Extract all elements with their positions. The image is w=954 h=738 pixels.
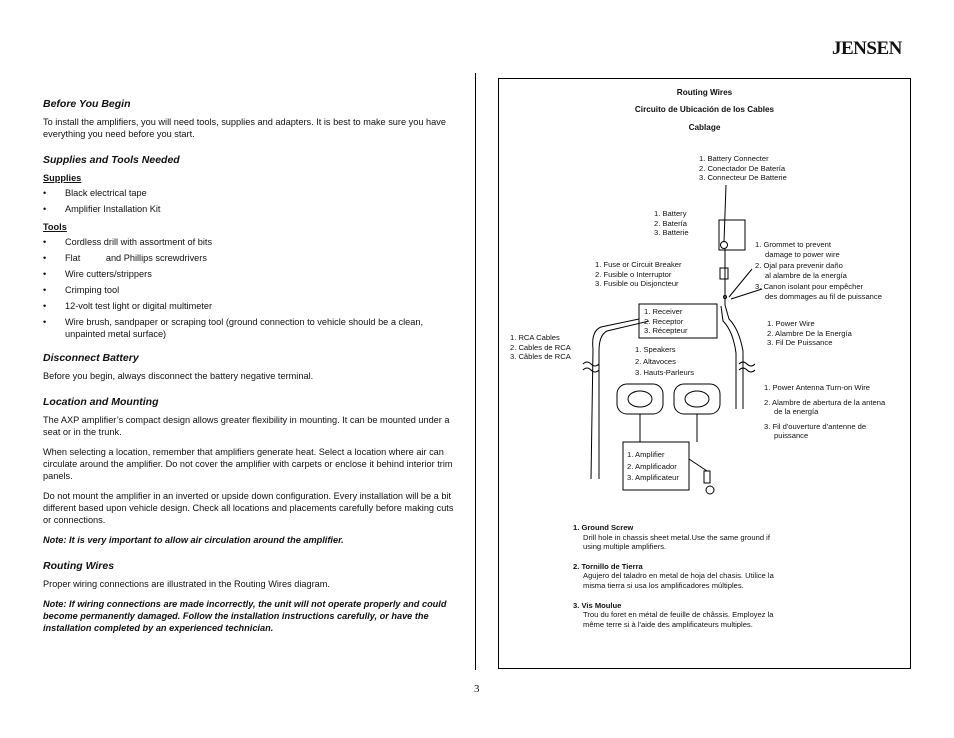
before-text: To install the amplifiers, you will need tools, supplies and adapters. It is best to make sure you have everything you need before you start. <box>43 117 446 139</box>
location-p1: The AXP amplifier’s compact design allows greater flexibility in mounting. It can be mounted under a seat or in the trunk. <box>43 415 450 437</box>
label-antenna: 1. Power Antenna Turn-on Wire 2. Alambre de abertura de la antena de la energía 3. Fil d'ouverture d'antenne de puissance <box>764 383 886 441</box>
label-receiver: 1. Receiver 2. Receptor 3. Récepteur <box>644 307 688 336</box>
speaker-right <box>674 384 720 414</box>
supplies-list <box>43 187 455 215</box>
label-grommet: 1. Grommet to prevent damage to power wire 2. Ojal para prevenir daño al alambre de la energía 3. Canon isolant pour empêcher des dommages au fil de puissance <box>755 240 882 301</box>
heading-routing: Routing Wires <box>43 560 115 572</box>
speaker-left <box>617 384 663 414</box>
diagram-title-en: Routing Wires <box>676 88 733 97</box>
list-item: • Black electrical tape <box>43 187 455 199</box>
heading-before: Before You Begin <box>43 98 131 110</box>
label-speakers: 1. Speakers 2. Altavoces 3. Hauts-Parleurs <box>635 345 695 378</box>
list-item: • Wire brush, sandpaper or scraping tool (ground connection to vehicle should be a clean, unpainted metal surface) <box>43 316 455 340</box>
routing-note: Note: If wiring connections are made incorrectly, the unit will not operate properly and could become permanently damaged. Follow the installation instructions carefully, or have the installation completed by an experienced technician. <box>43 599 447 633</box>
routing-text: Proper wiring connections are illustrated in the Routing Wires diagram. <box>43 579 330 589</box>
diagram-title-es: Circuito de Ubicación de los Cables <box>634 105 775 114</box>
label-battery: 1. Battery 2. Batería 3. Batterie <box>654 209 689 238</box>
page-number: 3 <box>474 683 480 695</box>
label-power-wire: 1. Power Wire 2. Alambre De la Energía 3. Fil De Puissance <box>767 319 852 348</box>
heading-location: Location and Mounting <box>43 396 159 408</box>
label-amplifier: 1. Amplifier 2. Amplificador 3. Amplificateur <box>627 450 679 483</box>
location-p3: Do not mount the amplifier in an inverted or upside down configuration. Every installation will be a bit different based upon vehicle design. Check all locations and placements carefully before making cuts or connections. <box>43 491 454 525</box>
list-item: • Wire cutters/strippers <box>43 268 455 280</box>
disconnect-text: Before you begin, always disconnect the battery negative terminal. <box>43 371 314 381</box>
list-item: • 12-volt test light or digital multimeter <box>43 300 455 312</box>
brand-logo: JENSEN <box>832 38 902 59</box>
tools-label: Tools <box>43 222 67 232</box>
location-note: Note: It is very important to allow air circulation around the amplifier. <box>43 535 344 545</box>
list-item: • Crimping tool <box>43 284 455 296</box>
heading-disconnect: Disconnect Battery <box>43 352 139 364</box>
supplies-label: Supplies <box>43 173 82 183</box>
location-p2: When selecting a location, remember that amplifiers generate heat. Select a location where air can circulate around the amplifier. Do not cover the amplifier with carpets or enclose it behind interior trim panels. <box>43 447 453 481</box>
ground-notes: 1. Ground Screw Drill hole in chassis sheet metal.Use the same ground if using multiple amplifiers. 2. Tornillo de Tierra Agujero del taladro en metal de hoja del chasis. Utilice la misma tierra si usa los amplificadores múltiples. 3. Vis Moulue Trou du foret en métal de feuille de châssis. Employez la même terre si à l'aide des amplificateurs multiples. <box>573 523 774 629</box>
fuse-icon <box>720 268 728 279</box>
heading-supplies: Supplies and Tools Needed <box>43 154 180 166</box>
diagram-title-fr: Cablage <box>688 123 721 132</box>
routing-diagram <box>498 78 911 669</box>
instructions-column <box>43 98 455 648</box>
list-item: • Flat and Phillips screwdrivers <box>43 252 455 264</box>
ground-screw-icon <box>706 486 714 494</box>
label-rca: 1. RCA Cables 2. Cables de RCA 3. Câbles de RCA <box>510 333 571 362</box>
list-item: • Amplifier Installation Kit <box>43 203 455 215</box>
tools-list <box>43 236 455 340</box>
battery-box <box>719 220 745 250</box>
label-battery-connector: 1. Battery Connecter 2. Conectador De Batería 3. Connecteur De Batterie <box>699 154 787 183</box>
list-item: • Cordless drill with assortment of bits <box>43 236 455 248</box>
column-divider <box>475 73 476 670</box>
label-fuse: 1. Fuse or Circuit Breaker 2. Fusible o Interruptor 3. Fusible ou Disjoncteur <box>595 260 682 289</box>
battery-terminal <box>721 242 728 249</box>
